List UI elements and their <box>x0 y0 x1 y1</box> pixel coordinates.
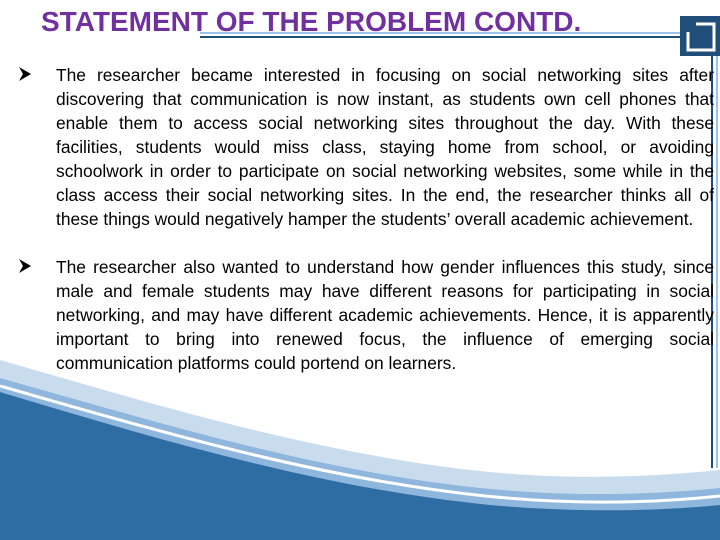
bullet-list <box>14 63 714 375</box>
bullet-item <box>14 63 714 231</box>
bullet-text: The researcher also wanted to understand how gender influences this study, since male and female students may have different reasons for participating in social networking, and may have different academic achievements. Hence, it is apparently important to bring into renewed focus, the influence of emerging social communication platforms could portend on learners. <box>56 257 714 373</box>
page-title: STATEMENT OF THE PROBLEM CONTD. <box>41 6 582 37</box>
bullet-item <box>14 255 714 375</box>
bullet-text: The researcher became interested in focusing on social networking sites after discovering that communication is now instant, as students own cell phones that enable them to access social networking sites throughout the day. With these facilities, students would miss class, staying home from school, or avoiding schoolwork in order to participate on social networking websites, some while in the class access their social networking sites. In the end, the researcher thinks all of these things would negatively hamper the students’ overall academic achievement. <box>56 65 714 229</box>
arrow-bullet-icon <box>18 66 32 82</box>
arrow-bullet-icon <box>18 258 32 274</box>
